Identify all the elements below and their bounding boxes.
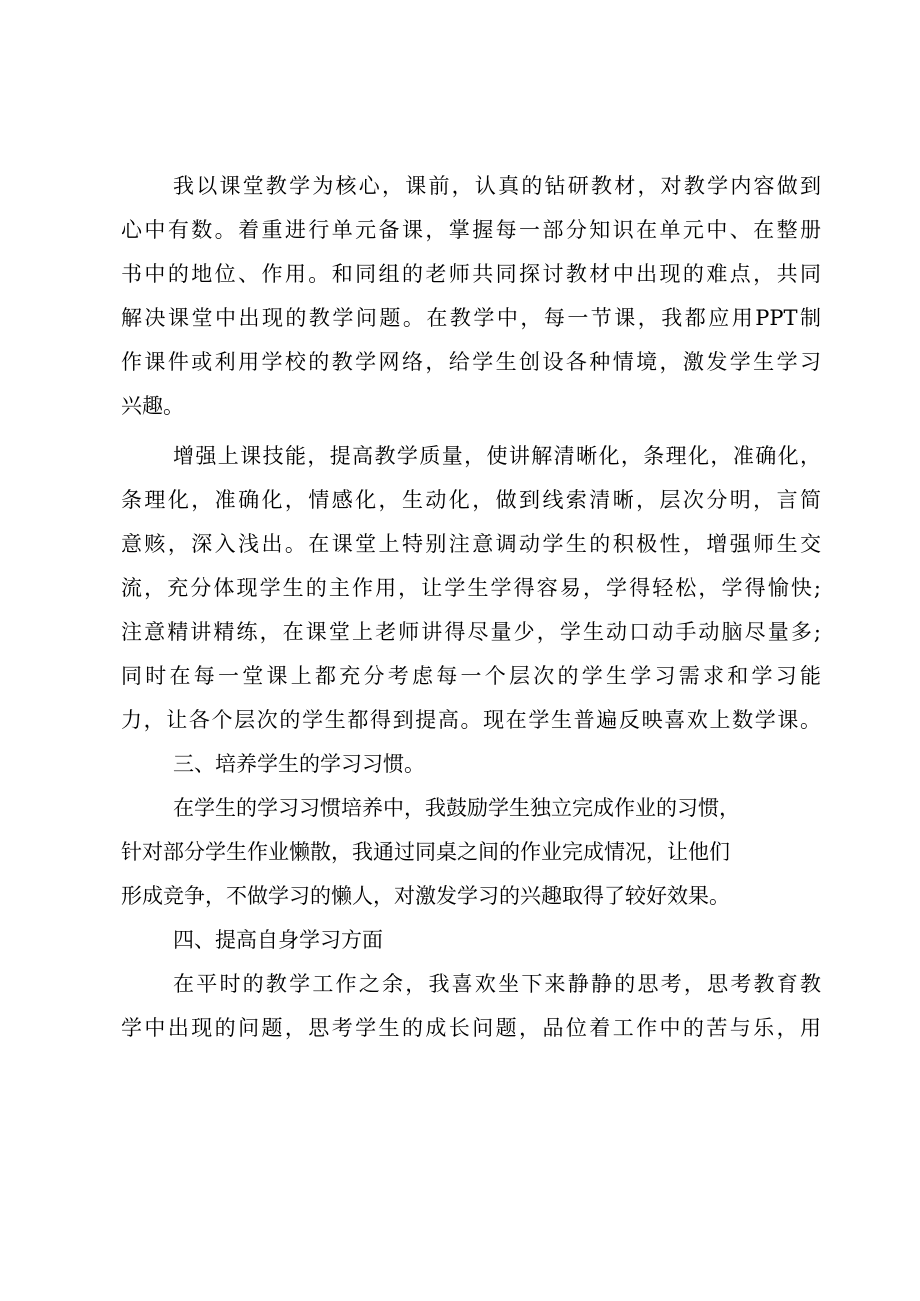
text-line: 我以课堂教学为核心，课前，认真的钻研教材，对教学内容做到: [173, 174, 821, 198]
paragraph-study-habits: [121, 786, 821, 918]
text-line: 增强上课技能，提高教学质量，使讲解清晰化，条理化，准确化，: [173, 444, 821, 468]
text-line: 意赅，深入浅出。在课堂上特别注意调动学生的积极性，增强师生交: [121, 532, 821, 556]
text-line: 力，让各个层次的学生都得到提高。现在学生普遍反映喜欢上数学课。: [121, 708, 821, 732]
text-line: 心中有数。着重进行单元备课，掌握每一部分知识在单元中、在整册: [121, 218, 821, 242]
paragraph-teaching-skills: [121, 434, 821, 742]
paragraph-self-learning: [121, 962, 821, 1050]
text-line: 作课件或利用学校的教学网络，给学生创设各种情境，激发学生学习: [121, 350, 821, 374]
text-line: 注意精讲精练，在课堂上老师讲得尽量少，学生动口动手动脑尽量多;: [121, 620, 821, 644]
paragraph-teaching-core: [121, 164, 821, 428]
text-line: 针对部分学生作业懒散，我通过同桌之间的作业完成情况，让他们: [121, 840, 730, 864]
text-line: 条理化，准确化，情感化，生动化，做到线索清晰，层次分明，言简: [121, 488, 821, 512]
section-heading-self-learning: [121, 918, 821, 962]
section-heading-study-habits: [121, 742, 821, 786]
text-line: 在学生的学习习惯培养中，我鼓励学生独立完成作业的习惯，: [173, 796, 740, 820]
text-line: 同时在每一堂课上都充分考虑每一个层次的学生学习需求和学习能: [121, 664, 821, 688]
section-heading: 三、培养学生的学习习惯。: [173, 752, 425, 776]
text-line: 流，充分体现学生的主作用，让学生学得容易，学得轻松，学得愉快;: [121, 576, 821, 600]
text-line: 学中出现的问题，思考学生的成长问题，品位着工作中的苦与乐，用: [121, 1016, 821, 1040]
section-heading: 四、提高自身学习方面: [173, 928, 383, 952]
text-line: 解决课堂中出现的教学问题。在教学中，每一节课，我都应用PPT制: [121, 306, 821, 330]
document-body: [121, 164, 821, 1050]
text-line: 兴趣。: [121, 394, 184, 418]
text-line: 书中的地位、作用。和同组的老师共同探讨教材中出现的难点，共同: [121, 262, 821, 286]
text-line: 形成竞争，不做学习的懒人，对激发学习的兴趣取得了较好效果。: [121, 884, 730, 908]
text-line: 在平时的教学工作之余，我喜欢坐下来静静的思考，思考教育教: [173, 972, 821, 996]
